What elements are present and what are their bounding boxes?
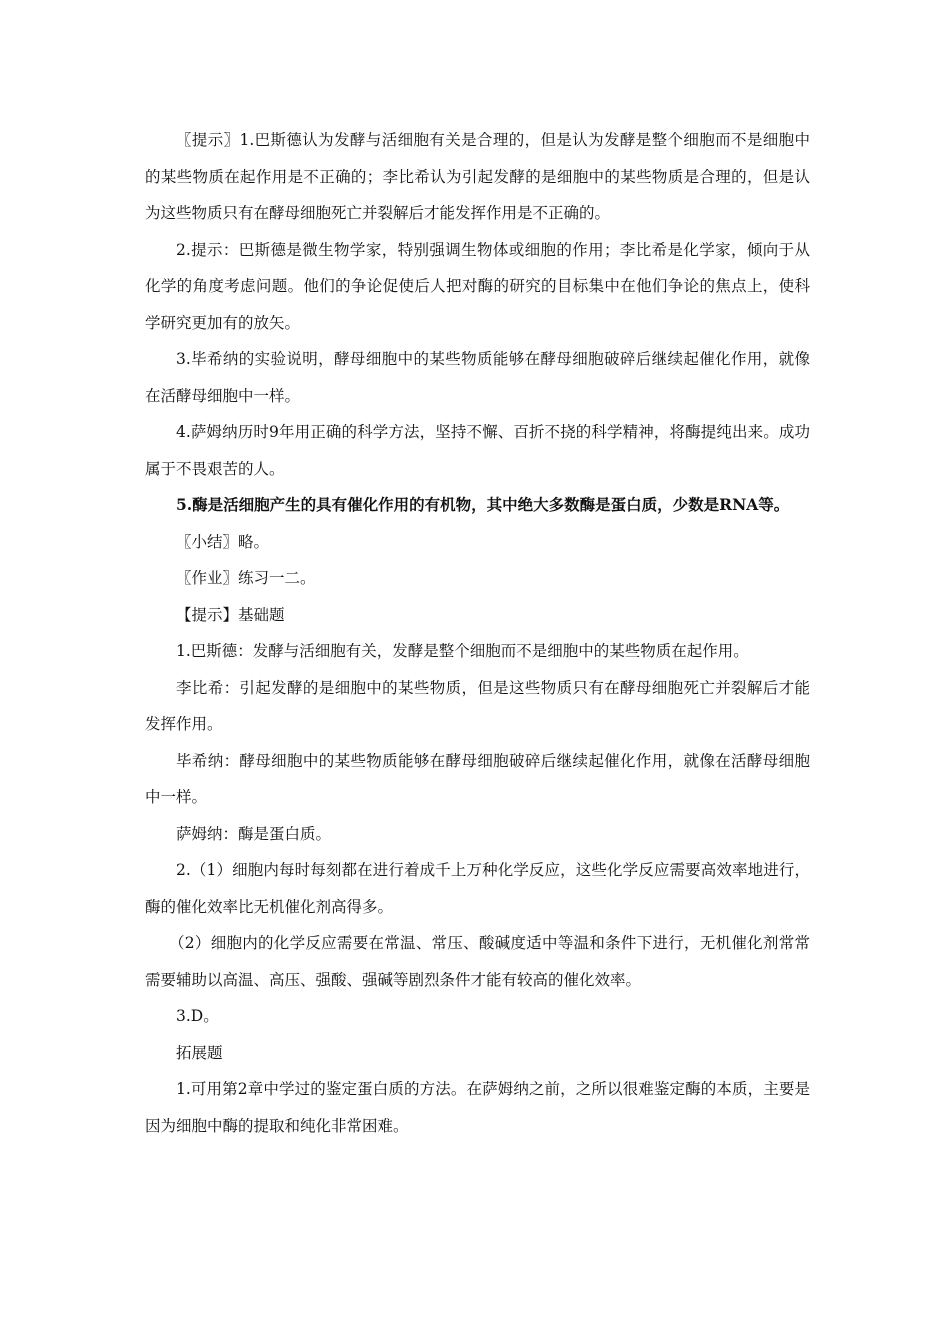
document-body xyxy=(145,122,810,1144)
paragraph-hint-3: 3.毕希纳的实验说明，酵母细胞中的某些物质能够在酵母细胞破碎后继续起催化作用，就像在活酵母细胞中一样。 xyxy=(145,350,810,405)
paragraph-answer-2-1: 2.（1）细胞内每时每刻都在进行着成千上万种化学反应，这些化学反应需要高效率地进行，酶的催化效率比无机催化剂高得多。 xyxy=(145,861,810,916)
paragraph-liebig: 李比希：引起发酵的是细胞中的某些物质，但是这些物质只有在酵母细胞死亡并裂解后才能发挥作用。 xyxy=(145,678,810,733)
paragraph-hint-2: 2.提示：巴斯德是微生物学家，特别强调生物体或细胞的作用；李比希是化学家，倾向于从化学的角度考虑问题。他们的争论促使后人把对酶的研究的目标集中在他们争论的焦点上，使科学研究更加有的放矢。 xyxy=(145,240,810,332)
paragraph-answer-2-2: （2）细胞内的化学反应需要在常温、常压、酸碱度适中等温和条件下进行，无机催化剂常常需要辅助以高温、高压、强酸、强碱等剧烈条件才能有较高的催化效率。 xyxy=(145,934,810,989)
paragraph-hint-5-conclusion: 5.酶是活细胞产生的具有催化作用的有机物，其中绝大多数酶是蛋白质，少数是RNA等。 xyxy=(176,495,790,514)
paragraph-pasteur: 1.巴斯德：发酵与活细胞有关，发酵是整个细胞而不是细胞中的某些物质在起作用。 xyxy=(176,642,749,660)
heading-basic-questions: 【提示】基础题 xyxy=(176,605,285,624)
paragraph-buchner: 毕希纳：酵母细胞中的某些物质能够在酵母细胞破碎后继续起催化作用，就像在活酵母细胞中一样。 xyxy=(145,751,810,806)
paragraph-homework: 〖作业〗练习一二。 xyxy=(176,569,316,587)
heading-extension-questions: 拓展题 xyxy=(176,1043,223,1062)
paragraph-extension-1: 1.可用第2章中学过的鉴定蛋白质的方法。在萨姆纳之前，之所以很难鉴定酶的本质，主要是因为细胞中酶的提取和纯化非常困难。 xyxy=(145,1080,810,1135)
paragraph-sumner: 萨姆纳：酶是蛋白质。 xyxy=(176,824,332,843)
paragraph-hint-4: 4.萨姆纳历时9年用正确的科学方法，坚持不懈、百折不挠的科学精神，将酶提纯出来。成功属于不畏艰苦的人。 xyxy=(145,423,810,478)
paragraph-summary: 〖小结〗略。 xyxy=(176,532,270,551)
paragraph-answer-3: 3.D。 xyxy=(176,1007,219,1025)
paragraph-hint-1: 〖提示〗1.巴斯德认为发酵与活细胞有关是合理的，但是认为发酵是整个细胞而不是细胞中的某些物质在起作用是不正确的；李比希认为引起发酵的是细胞中的某些物质是合理的，但是认为这些物质只有在酵母细胞死亡并裂解后才能发挥作用是不正确的。 xyxy=(145,131,810,222)
